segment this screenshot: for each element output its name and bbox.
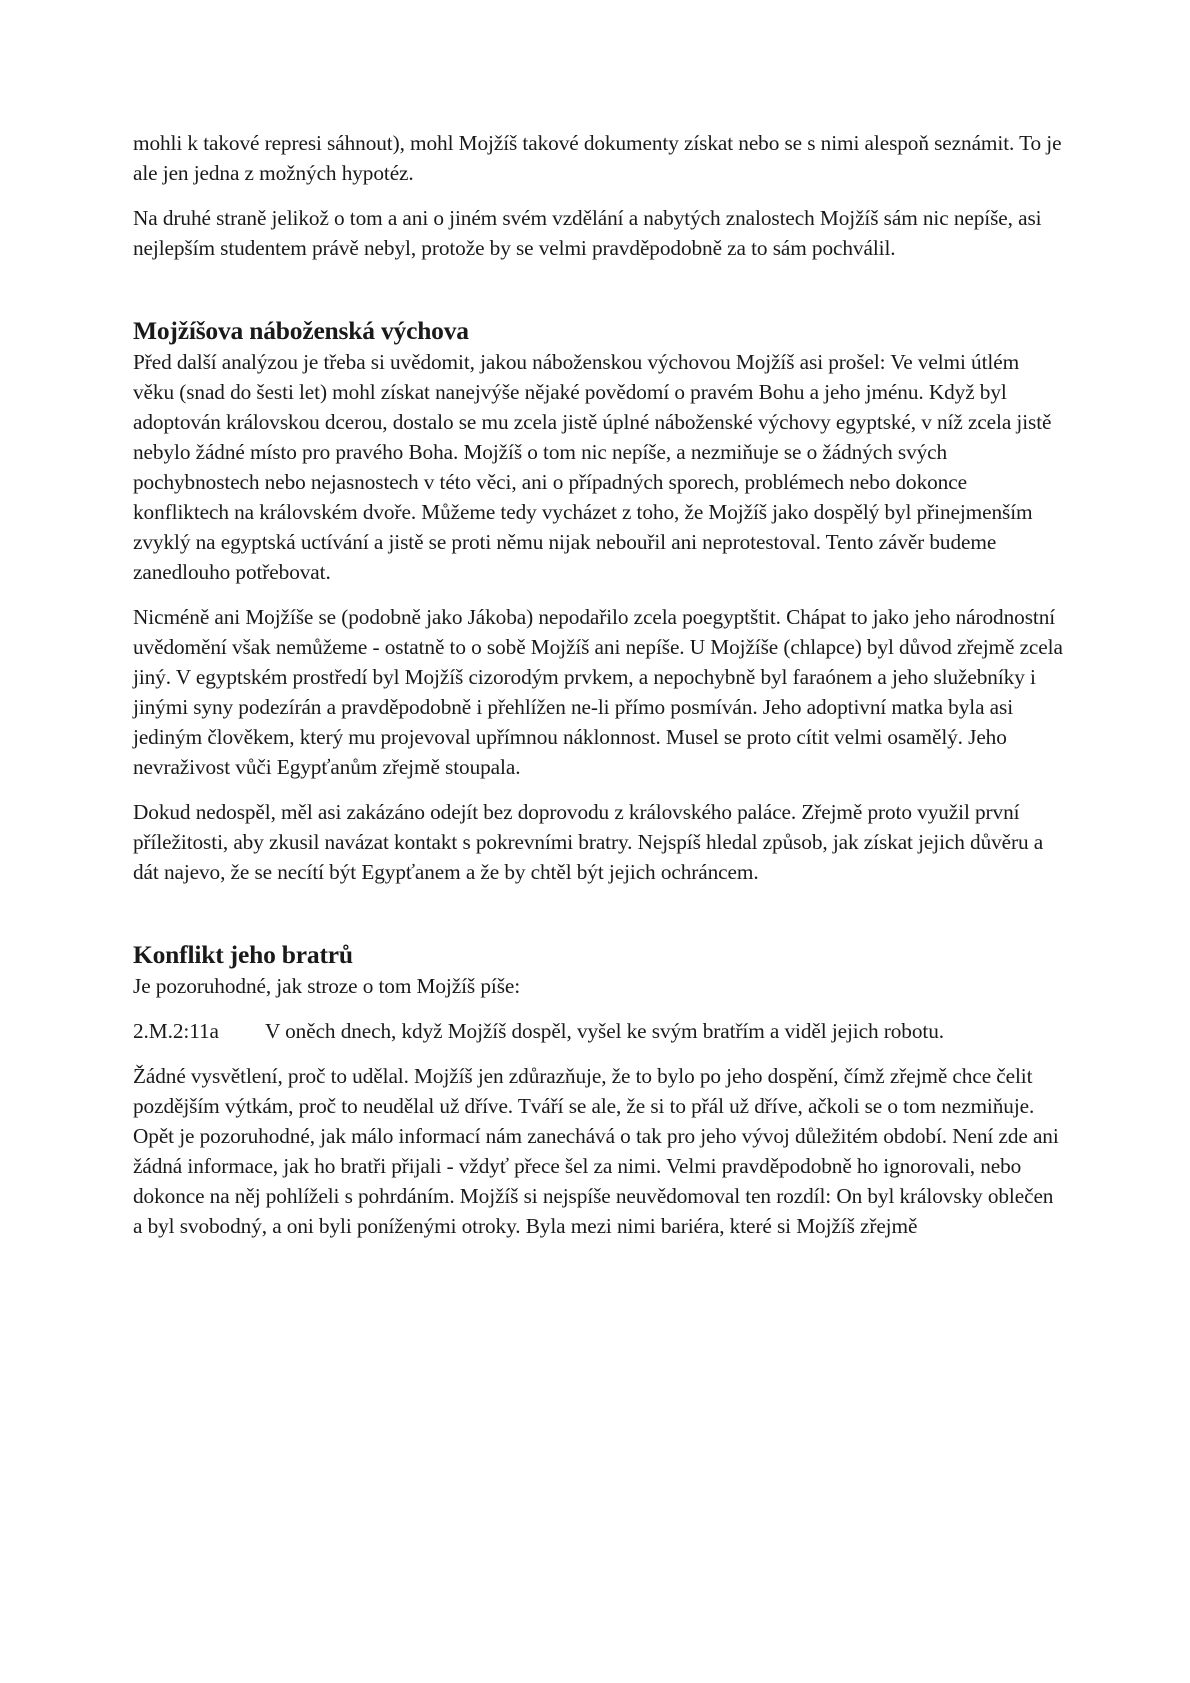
- section-heading: Mojžíšova náboženská výchova: [133, 316, 469, 345]
- paragraph: Žádné vysvětlení, proč to udělal. Mojžíš jen zdůrazňuje, že to bylo po jeho dospění, čímž zřejmě chce čelit pozdějším výtkám, proč to neudělal už dříve. Tváří se ale, že si to přál už dříve, ačkoli se o tom nezmiňuje. Opět je pozoruhodné, jak málo informací nám zanechává o tak pro jeho vývoj důležitém období. Není zde ani žádná informace, jak ho bratři přijali - vždyť přece šel za nimi. Velmi pravděpodobně ho ignorovali, nebo dokonce na něj pohlíželi s pohrdáním. Mojžíš si nejspíše neuvědomoval ten rozdíl: On byl královsky oblečen a byl svobodný, a oni byli poníženými otroky. Byla mezi nimi bariéra, které si Mojžíš zřejmě: [133, 1064, 1059, 1238]
- paragraph: Nicméně ani Mojžíše se (podobně jako Jákoba) nepodařilo zcela poegyptštit. Chápat to jako jeho národnostní uvědomění však nemůžeme - ostatně to o sobě Mojžíš ani nepíše. U Mojžíše (chlapce) byl důvod zřejmě zcela jiný. V egyptském prostředí byl Mojžíš cizorodým prvkem, a nepochybně byl faraónem a jeho služebníky i jinými syny podezírán a pravděpodobně i přehlížen ne-li přímo posmíván. Jeho adoptivní matka byla asi jediným člověkem, který mu projevoval upřímnou náklonnost. Musel se proto cítit velmi osamělý. Jeho nevraživost vůči Egypťanům zřejmě stoupala.: [133, 605, 1063, 779]
- section-heading: Konflikt jeho bratrů: [133, 940, 353, 969]
- scripture-reference: 2.M.2:11a: [133, 1019, 219, 1043]
- paragraph: mohli k takové represi sáhnout), mohl Mojžíš takové dokumenty získat nebo se s nimi alespoň seznámit. To je ale jen jedna z možných hypotéz.: [133, 131, 1062, 185]
- paragraph: Je pozoruhodné, jak stroze o tom Mojžíš píše:: [133, 974, 521, 998]
- paragraph: Na druhé straně jelikož o tom a ani o jiném svém vzdělání a nabytých znalostech Mojžíš sám nic nepíše, asi nejlepším studentem právě nebyl, protože by se velmi pravděpodobně za to sám pochválil.: [133, 206, 1042, 260]
- scripture-quote: [133, 1016, 1063, 1046]
- paragraph: Dokud nedospěl, měl asi zakázáno odejít bez doprovodu z královského paláce. Zřejmě proto využil první příležitosti, aby zkusil navázat kontakt s pokrevními bratry. Nejspíš hledal způsob, jak získat jejich důvěru a dát najevo, že se necítí být Egypťanem a že by chtěl být jejich ochráncem.: [133, 800, 1044, 884]
- document-page: [133, 128, 1063, 1256]
- paragraph: Před další analýzou je třeba si uvědomit, jakou náboženskou výchovou Mojžíš asi prošel: Ve velmi útlém věku (snad do šesti let) mohl získat nanejvýše nějaké povědomí o pravém Bohu a jeho jménu. Když byl adoptován královskou dcerou, dostalo se mu zcela jistě úplné náboženské výchovy egyptské, v níž zcela jistě nebylo žádné místo pro pravého Boha. Mojžíš o tom nic nepíše, a nezmiňuje se o žádných svých pochybnostech nebo nejasnostech v této věci, ani o případných sporech, problémech nebo dokonce konfliktech na královském dvoře. Můžeme tedy vycházet z toho, že Mojžíš jako dospělý byl přinejmenším zvyklý na egyptská uctívání a jistě se proti němu nijak nebouřil ani neprotestoval. Tento závěr budeme zanedlouho potřebovat.: [133, 350, 1052, 584]
- scripture-text: V oněch dnech, když Mojžíš dospěl, vyšel ke svým bratřím a viděl jejich robotu.: [265, 1019, 944, 1043]
